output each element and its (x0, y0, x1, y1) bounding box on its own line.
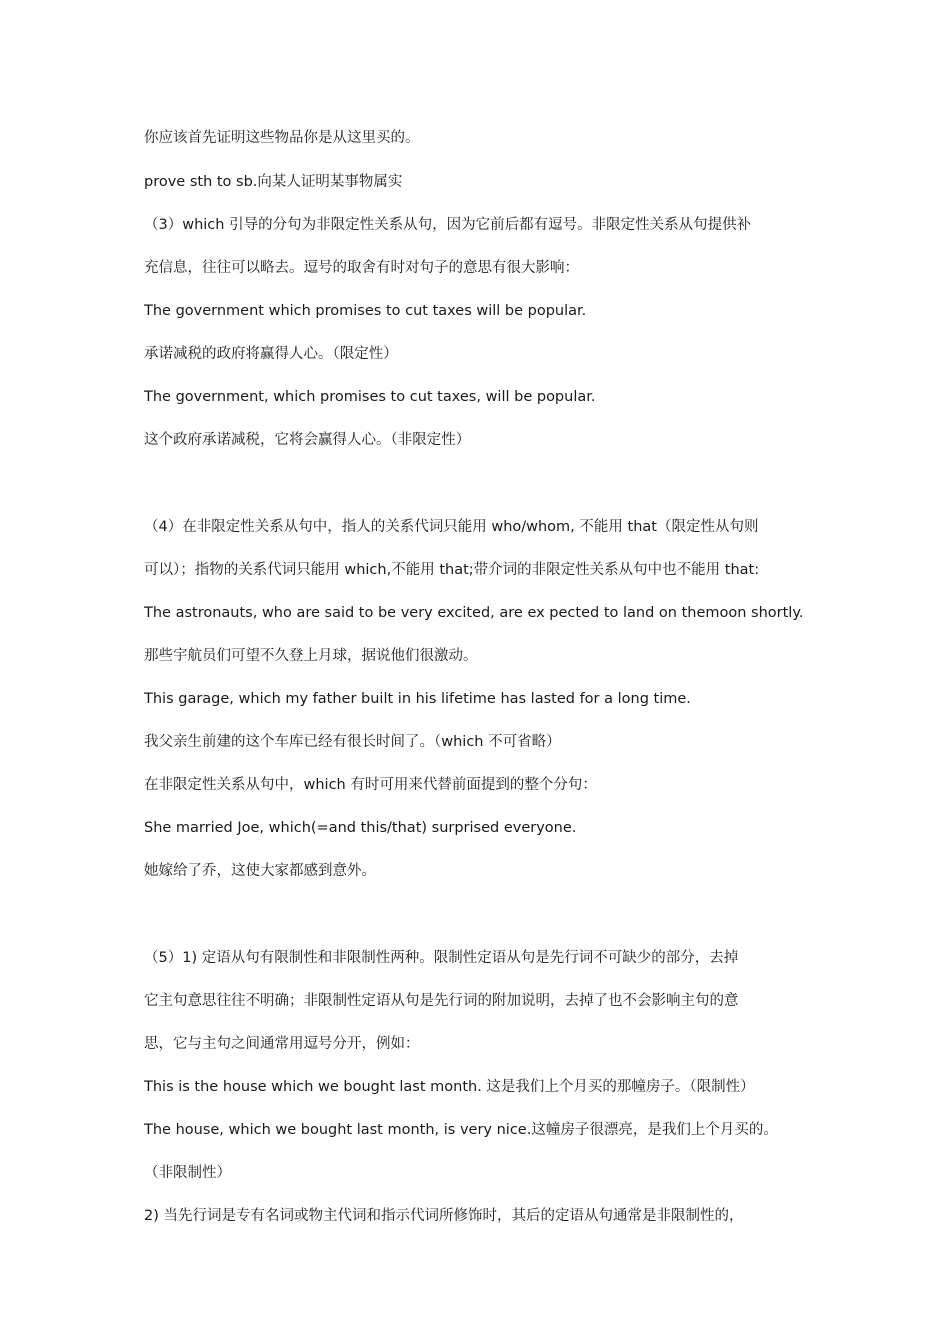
text-line: The government which promises to cut taxes will be popular. (144, 303, 587, 319)
text-line: prove sth to sb.向某人证明某事物属实 (144, 174, 403, 190)
text-line: （非限制性） (144, 1165, 231, 1181)
text-line: The government, which promises to cut taxes, will be popular. (144, 389, 596, 405)
text-line: 可以）；指物的关系代词只能用 which,不能用 that;带介词的非限定性关系从句中也不能用 that: (144, 562, 760, 578)
text-line: This garage, which my father built in his lifetime has lasted for a long time. (144, 691, 691, 707)
text-line: 在非限定性关系从句中，which 有时可用来代替前面提到的整个分句： (144, 777, 597, 793)
text-line: She married Joe, which(=and this/that) surprised everyone. (144, 820, 577, 836)
text-line: 你应该首先证明这些物品你是从这里买的。 (144, 130, 420, 146)
text-line: （5）1) 定语从句有限制性和非限制性两种。限制性定语从句是先行词不可缺少的部分，去掉 (144, 950, 739, 966)
text-line: The astronauts, who are said to be very excited, are ex pected to land on themoon shortly. (144, 605, 804, 621)
text-line: 它主句意思往往不明确；非限制性定语从句是先行词的附加说明，去掉了也不会影响主句的意 (144, 993, 739, 1009)
text-line: 2) 当先行词是专有名词或物主代词和指示代词所修饰时，其后的定语从句通常是非限制性的， (144, 1208, 744, 1224)
text-line: （3）which 引导的分句为非限定性关系从句，因为它前后都有逗号。非限定性关系从句提供补 (144, 217, 752, 233)
text-line: 那些宇航员们可望不久登上月球，据说他们很激动。 (144, 648, 478, 664)
text-line: 思，它与主句之间通常用逗号分开，例如： (144, 1036, 420, 1052)
text-line: 这个政府承诺减税，它将会赢得人心。（非限定性） (144, 432, 471, 448)
text-line: （4）在非限定性关系从句中，指人的关系代词只能用 who/whom, 不能用 that（限定性从句则 (144, 519, 759, 535)
text-line: 她嫁给了乔，这使大家都感到意外。 (144, 863, 376, 879)
text-line: 我父亲生前建的这个车库已经有很长时间了。（which 不可省略） (144, 734, 561, 750)
text-line: This is the house which we bought last month. 这是我们上个月买的那幢房子。（限制性） (144, 1079, 755, 1095)
text-line: 充信息，往往可以略去。逗号的取舍有时对句子的意思有很大影响： (144, 260, 579, 276)
text-line: 承诺减税的政府将赢得人心。（限定性） (144, 346, 398, 362)
text-line: The house, which we bought last month, is very nice.这幢房子很漂亮，是我们上个月买的。 (144, 1122, 778, 1138)
